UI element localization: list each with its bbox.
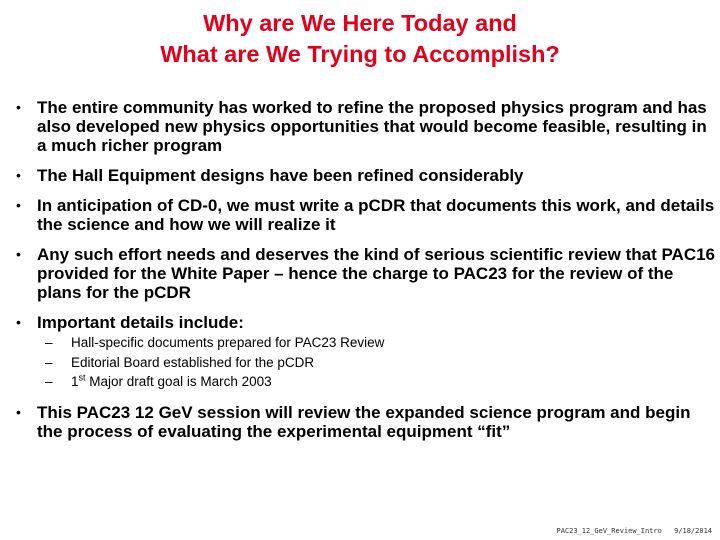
title-line-1: Why are We Here Today and bbox=[203, 10, 517, 36]
bullet-marker: • bbox=[16, 246, 21, 262]
sub-item-text: Hall-specific documents prepared for PAC23 Review bbox=[71, 335, 385, 350]
sub-item bbox=[45, 372, 720, 392]
bullet-text: Important details include: bbox=[37, 313, 244, 332]
sub-item-text: Major draft goal is March 2003 bbox=[85, 374, 272, 389]
bullet-text: In anticipation of CD-0, we must write a pCDR that documents this work, and details the science and how we will realize it bbox=[37, 196, 715, 234]
bullet-text: This PAC23 12 GeV session will review the expanded science program and begin the process of evaluating the experimental equipment “fit” bbox=[37, 402, 691, 441]
bullet-item bbox=[16, 196, 716, 234]
bullet-item bbox=[16, 166, 716, 185]
bullet-marker: • bbox=[16, 99, 21, 115]
ordinal-suffix: st bbox=[78, 372, 86, 383]
bullet-item bbox=[16, 245, 716, 302]
slide-title bbox=[0, 8, 720, 70]
sub-item bbox=[45, 333, 720, 353]
bullet-item bbox=[16, 403, 716, 441]
bullet-marker: • bbox=[16, 403, 21, 420]
sub-item bbox=[45, 353, 720, 373]
footer-date: 9/18/2014 bbox=[674, 527, 712, 535]
dash-marker: – bbox=[45, 335, 53, 350]
title-line-2: What are We Trying to Accomplish? bbox=[160, 41, 560, 67]
ordinal-number: 1 bbox=[71, 374, 79, 389]
bullet-list bbox=[16, 98, 716, 452]
bullet-text: Any such effort needs and deserves the kind of serious scientific review that PAC16 provided for the White Paper – hence the charge to PAC23 for the review of the plans for the pCDR bbox=[37, 245, 715, 302]
bullet-text: The Hall Equipment designs have been refined considerably bbox=[37, 166, 524, 185]
sub-item-text: Editorial Board established for the pCDR bbox=[71, 354, 315, 370]
bullet-item bbox=[16, 98, 716, 155]
slide-footer bbox=[556, 527, 712, 535]
bullet-marker: • bbox=[16, 314, 21, 330]
sub-list bbox=[37, 333, 716, 392]
bullet-item bbox=[16, 313, 716, 392]
bullet-text: The entire community has worked to refine the proposed physics program and has also developed new physics opportunities that would become feasible, resulting in a much richer program bbox=[37, 98, 707, 155]
bullet-marker: • bbox=[16, 167, 21, 183]
dash-marker: – bbox=[45, 354, 53, 370]
bullet-marker: • bbox=[16, 197, 21, 213]
dash-marker: – bbox=[45, 374, 53, 389]
footer-filename: PAC23_12_GeV_Review_Intro bbox=[556, 527, 662, 535]
